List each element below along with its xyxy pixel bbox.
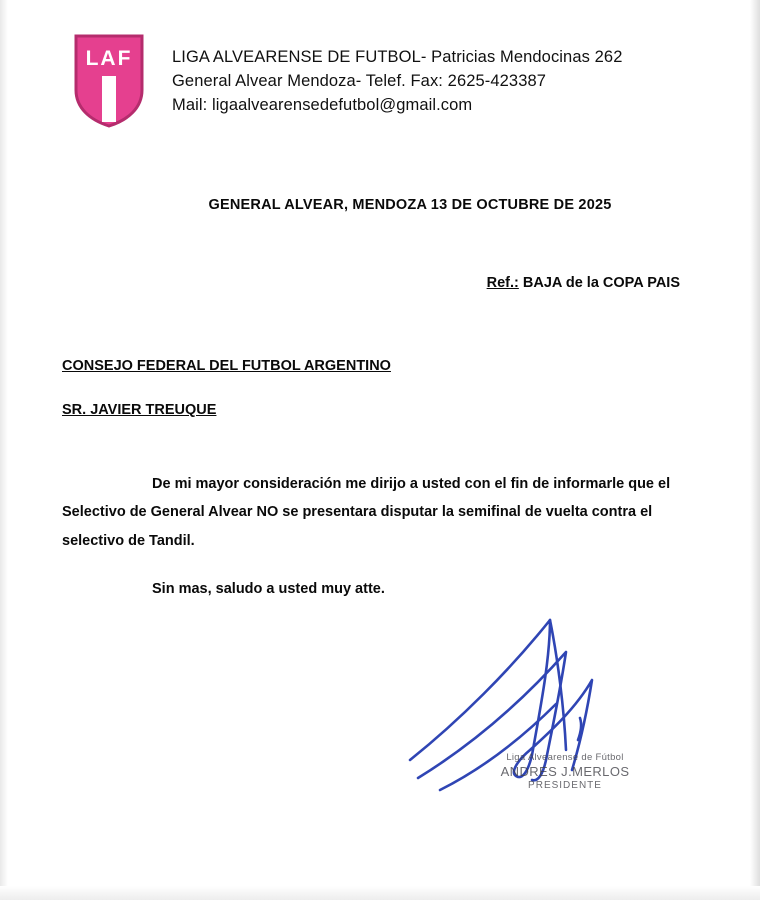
letterhead-line-1: LIGA ALVEARENSE DE FUTBOL- Patricias Mendocinas 262	[172, 48, 623, 66]
addressee-person-text: SR. JAVIER TREUQUE	[62, 402, 217, 418]
reference-line	[487, 275, 680, 291]
letterhead-line-3: Mail: ligaalvearensedefutbol@gmail.com	[172, 95, 473, 114]
letterhead	[72, 28, 720, 128]
paper-edge-left	[0, 0, 8, 900]
letterhead-line-2: General Alvear Mendoza- Telef. Fax: 2625-423387	[172, 71, 547, 90]
addressee-block	[62, 358, 391, 418]
svg-text:LAF: LAF	[85, 47, 133, 70]
stamp-name: ANDRES J.MERLOS	[500, 763, 630, 779]
stamp-organization: Liga Alvearense de Fútbol	[506, 752, 624, 763]
stamp-role: PRESIDENTE	[528, 780, 602, 792]
body-paragraph-1: De mi mayor consideración me dirijo a usted con el fin de informarle que el Selectivo de General Alvear NO se presentara disputar la semifinal de vuelta contra el selectivo de Tandil.	[62, 476, 671, 549]
paper-edge-right	[750, 0, 760, 900]
paper-edge-bottom	[0, 886, 760, 900]
reference-value: BAJA de la COPA PAIS	[518, 275, 680, 291]
addressee-person	[62, 374, 391, 418]
place-and-date: GENERAL ALVEAR, MENDOZA 13 DE OCTUBRE DE 2025	[208, 197, 612, 213]
liga-alvearense-de-futbol-crest-icon	[72, 32, 146, 128]
body-closing: Sin mas, saludo a usted muy atte.	[152, 580, 385, 597]
addressee-organization	[62, 358, 391, 374]
addressee-organization-text: CONSEJO FEDERAL DEL FUTBOL ARGENTINO	[62, 358, 391, 374]
letterhead-text	[172, 28, 622, 118]
reference-label: Ref.:	[486, 275, 519, 291]
body-copy	[62, 470, 687, 603]
signature-stamp	[480, 752, 650, 793]
